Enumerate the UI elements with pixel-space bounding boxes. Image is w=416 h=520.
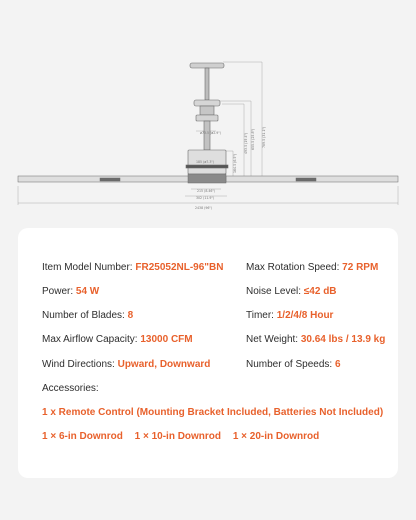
spec-timer-value: 1/2/4/8 Hour <box>276 310 334 321</box>
spec-speeds-label: Number of Speeds: <box>246 359 333 370</box>
spec-blades-label: Number of Blades: <box>42 310 125 321</box>
dim-total-height: 789.5 (31.1") <box>262 126 266 148</box>
spec-weight-label: Net Weight: <box>246 334 299 345</box>
dim-body: 215 (8.46") <box>197 189 216 193</box>
spec-airflow-label: Max Airflow Capacity: <box>42 334 138 345</box>
spec-noise <box>246 286 337 298</box>
dim-blade-gap: 493.5 (19.4") <box>244 132 248 154</box>
spec-model-value: FR25052NL-96"BN <box>135 262 224 273</box>
spec-noise-value: ≤42 dB <box>303 286 337 297</box>
dim-drop: 655.5 (25.8") <box>251 128 255 150</box>
spec-model-label: Item Model Number: <box>42 262 133 273</box>
spec-power-value: 54 W <box>75 286 100 297</box>
spec-noise-label: Noise Level: <box>246 286 302 297</box>
accessory-downrod-20: 1 × 20-in Downrod <box>232 431 320 442</box>
fan-drawing <box>0 0 416 215</box>
spec-weight <box>246 334 385 346</box>
spec-airflow-value: 13000 CFM <box>140 334 193 345</box>
fan-dimension-diagram <box>0 0 416 215</box>
spec-speeds <box>246 359 341 371</box>
spec-timer-label: Timer: <box>246 310 274 321</box>
spec-rpm-label: Max Rotation Speed: <box>246 262 340 273</box>
accessory-remote: 1 x Remote Control (Mounting Bracket Included, Batteries Not Included) <box>42 407 384 418</box>
spec-power-label: Power: <box>42 286 74 297</box>
accessory-downrod-6: 1 × 6-in Downrod <box>42 431 123 442</box>
accessory-downrods <box>42 431 328 442</box>
dim-motor-width: 302 (11.9") <box>196 196 215 200</box>
spec-card <box>18 228 398 478</box>
dim-bracket: 185 (ø7.3") <box>196 160 215 164</box>
accessories-heading: Accessories: <box>42 383 99 394</box>
spec-rpm <box>246 262 378 274</box>
spec-wind-label: Wind Directions: <box>42 359 115 370</box>
spec-weight-value: 30.64 lbs / 13.9 kg <box>300 334 386 345</box>
spec-model <box>42 262 223 274</box>
spec-power <box>42 286 99 298</box>
spec-rpm-value: 72 RPM <box>342 262 379 273</box>
spec-wind-value: Upward, Downward <box>117 359 211 370</box>
spec-speeds-value: 6 <box>334 359 341 370</box>
dim-motor-height: 164.5 (6.5") <box>233 153 237 173</box>
spec-timer <box>246 310 333 322</box>
spec-airflow <box>42 334 193 346</box>
accessory-downrod-10: 1 × 10-in Downrod <box>134 431 222 442</box>
spec-blades <box>42 310 133 322</box>
dim-span: 2438 (96") <box>195 206 213 210</box>
spec-wind <box>42 359 210 371</box>
spec-blades-value: 8 <box>127 310 134 321</box>
dim-canopy: ø73.5 (ø2.9") <box>200 131 222 135</box>
